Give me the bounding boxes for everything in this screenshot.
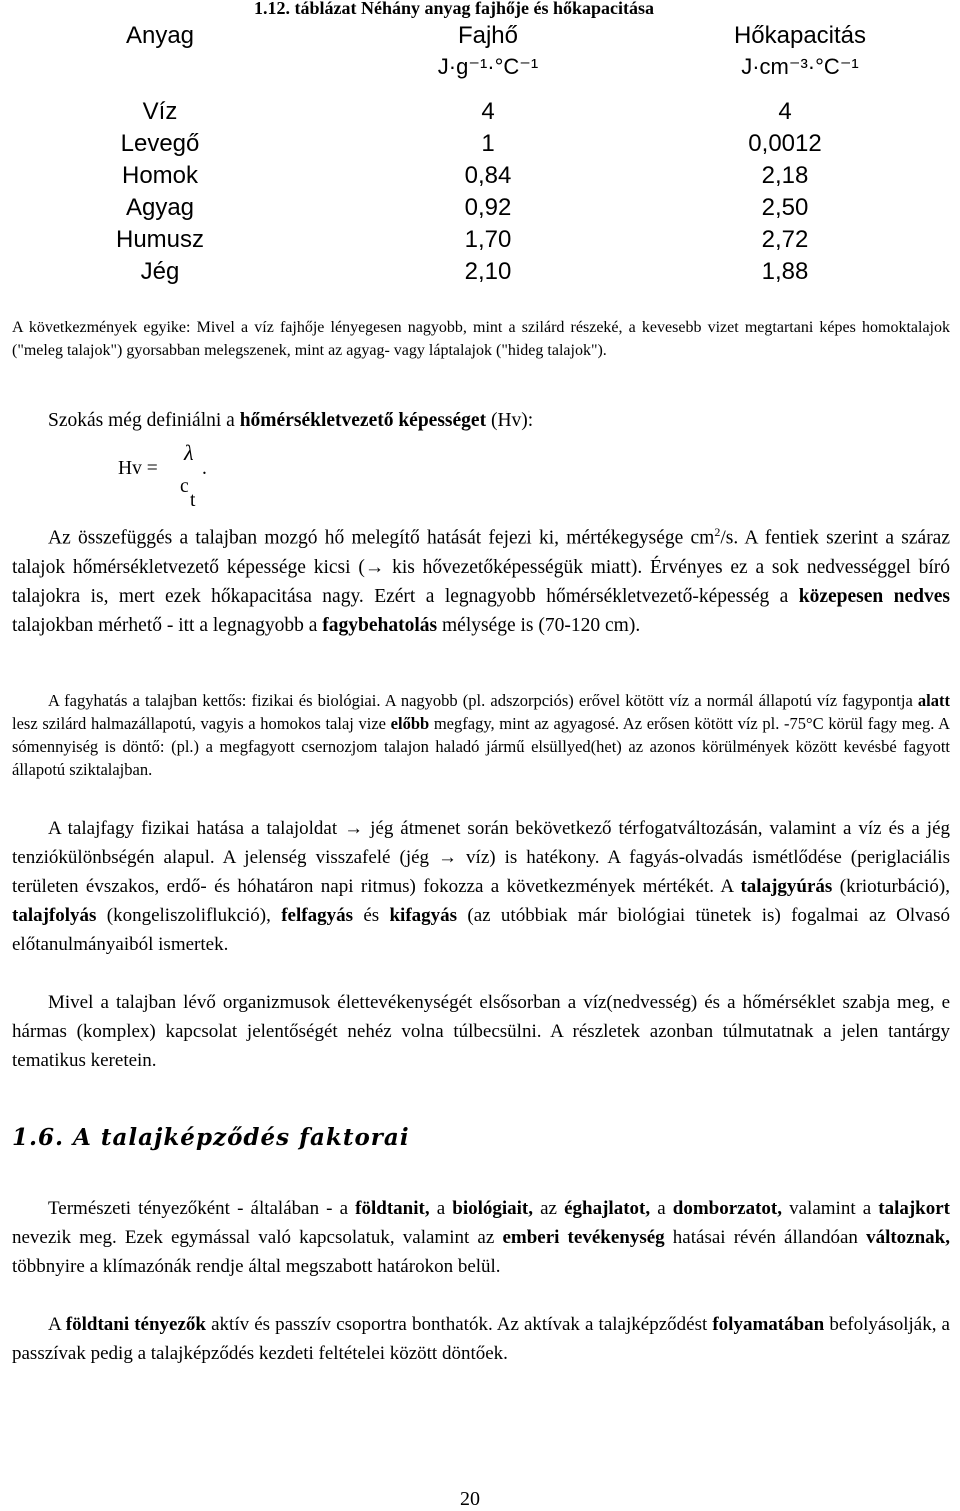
cell-specific-heat: 4 (481, 98, 495, 125)
p2-bold: közepesen nedves (798, 585, 950, 607)
table-row (0, 162, 960, 194)
hv-formula (118, 440, 228, 520)
p4-bold: talajfolyás (12, 905, 97, 926)
p6-bold: domborzatot, (672, 1198, 783, 1219)
paragraph-soil-frost (12, 814, 950, 959)
p3-bold: alatt (917, 691, 950, 710)
p2-text: /s. A fentiek szerint a száraz talajok hőmérsékletvezető képessége kicsi ( (12, 527, 950, 578)
p7-text: aktív és passzív csoportra bonthatók. Az aktívak a talajképződést (206, 1314, 713, 1335)
cell-heat-capacity: 2,50 (761, 194, 809, 221)
cell-material: Homok (121, 162, 199, 189)
p4-bold: felfagyás (281, 905, 353, 926)
cell-heat-capacity: 1,88 (761, 258, 809, 285)
hv-intro-suffix: (Hv): (486, 410, 534, 431)
p6-text: többnyire a klímazónák rendje által megszabott határokon belül. (12, 1256, 501, 1277)
p6-bold: földtanit, (355, 1198, 430, 1219)
formula-c: c (180, 476, 189, 497)
paragraph-natural-factors (12, 1194, 950, 1281)
paragraph-organisms: Mivel a talajban lévő organizmusok élettevékenységét elsősorban a víz(nedvesség) és a hőmérséklet szabja meg, e hármas (komplex) kapcsolat jelentőségét nehéz volna túlbecsülni. A részletek azonban túlmutatnak a jelen tantárgy tematikus keretein. (12, 992, 950, 1071)
cell-heat-capacity: 0,0012 (748, 130, 822, 157)
p6-bold: emberi tevékenység (502, 1227, 665, 1248)
arrow-icon: → (438, 847, 458, 868)
p6-bold: talajkort (878, 1198, 951, 1219)
cell-specific-heat: 0,92 (464, 194, 512, 221)
cell-heat-capacity: 2,18 (761, 162, 809, 189)
formula-t: t (190, 490, 196, 511)
formula-dot: . (202, 458, 207, 479)
table-row (0, 226, 960, 258)
p6-text: valamint a (782, 1198, 879, 1219)
arrow-icon: → (344, 818, 364, 839)
hv-intro-text: Szokás még definiálni a (48, 410, 240, 431)
cell-specific-heat: 1,70 (464, 226, 512, 253)
p3-bold: előbb (390, 714, 430, 733)
paragraph-frost-effect (12, 689, 950, 781)
p2-text: mélysége is (70-120 cm). (437, 614, 641, 636)
table-caption: 1.12. táblázat Néhány anyag fajhője és hőkapacitása (254, 0, 655, 18)
cell-specific-heat: 1 (481, 130, 495, 157)
arrow-icon: → (364, 556, 385, 578)
p2-sup: 2 (714, 525, 721, 539)
hv-intro-term: hőmérsékletvezető képességet (239, 410, 487, 431)
cell-material: Agyag (125, 194, 195, 221)
page-number: 20 (460, 1488, 480, 1510)
p4-bold: kifagyás (389, 905, 458, 926)
paragraph-consequences: A következmények egyike: Mivel a víz fajhője lényegesen nagyobb, mint a szilárd részeké, a kevesebb vizet megtartani képes homoktalajok ("meleg talajok") gyorsabban melegszenek, mint az agyag- vagy láptalajok ("hideg talajok"). (12, 319, 950, 359)
cell-specific-heat: 2,10 (464, 258, 512, 285)
p4-text: és (352, 905, 390, 926)
p2-bold: fagybehatolás (322, 614, 438, 636)
p4-text: (kongeliszoliflukció), (96, 905, 282, 926)
p2-text: talajokban mérhető - itt a legnagyobb a (12, 614, 323, 636)
table-row (0, 130, 960, 162)
p7-bold: folyamatában (712, 1314, 825, 1335)
p4-bold: talajgyúrás (740, 876, 833, 897)
p7-text: A (48, 1314, 66, 1335)
header-heat-capacity: Hőkapacitás (733, 22, 867, 49)
p3-text: lesz szilárd halmazállapotú, vagyis a homokos talaj vize (12, 714, 391, 733)
p6-text: nevezik meg. Ezek egymással való kapcsolatuk, valamint az (12, 1227, 503, 1248)
p4-text: jég átmenet során bekövetkező térfogatváltozásán, valamint a víz és a jég tenziókülönbségén alapul. A jelenség visszafelé (jég (12, 818, 951, 868)
hv-intro (48, 410, 533, 432)
cell-material: Humusz (115, 226, 205, 253)
p6-bold: biológiait, (452, 1198, 534, 1219)
cell-heat-capacity: 4 (778, 98, 792, 125)
section-heading: 1.6. A talajképződés faktorai (12, 1124, 410, 1151)
p4-text: (az utóbbiak már biológiai tünetek is) fogalmai az Olvasó előtanulmányaiból ismertek. (12, 905, 950, 955)
header-heat-capacity-unit: J·cm⁻³·°C⁻¹ (741, 54, 859, 79)
cell-heat-capacity: 2,72 (761, 226, 809, 253)
p4-text: A talajfagy fizikai hatása a talajoldat (48, 818, 345, 839)
cell-material: Jég (140, 258, 180, 285)
p2-text: kis hővezetőképességük miatt). Érvényes ez a sok nedvességgel bíró talajokra is, mert ezek hőkapacitása nagy. Ezért a legnagyobb hőmérsékletvezető-képesség a (12, 556, 950, 607)
cell-specific-heat: 0,84 (464, 162, 512, 189)
p4-text: víz) is hatékony. A fagyás-olvadás ismétlődése (periglaciális területen évszakos, erdő- és hóhatáron napi ritmus) fokozza a következmények mértékét. A (12, 847, 950, 897)
table-row (0, 194, 960, 226)
p6-text: Természeti tényezőként - általában - a (48, 1198, 356, 1219)
p6-text: az (533, 1198, 565, 1219)
p3-text: A fagyhatás a talajban kettős: fizikai és biológiai. A nagyobb (pl. adszorpciós) erővel kötött víz a normál állapotú víz fagypontja (48, 691, 918, 710)
formula-lhs: Hv = (118, 458, 158, 479)
header-specific-heat: Fajhő (457, 22, 519, 49)
cell-material: Levegő (120, 130, 200, 157)
p6-bold: éghajlatot, (564, 1198, 651, 1219)
p6-text: a (650, 1198, 673, 1219)
formula-lambda: λ (184, 440, 194, 465)
p2-text: Az összefüggés a talajban mozgó hő melegítő hatását fejezi ki, mértékegysége cm (48, 527, 715, 549)
table-row (0, 98, 960, 130)
header-material: Anyag (125, 22, 195, 49)
paragraph-geological-factors (12, 1310, 950, 1368)
p7-bold: földtani tényezők (65, 1314, 206, 1335)
header-specific-heat-unit: J·g⁻¹·°C⁻¹ (437, 54, 539, 79)
p7-text: befolyásolják, a passzívak pedig a talajképződés kezdeti feltételei között döntőek. (12, 1314, 950, 1364)
p6-bold: változnak, (866, 1227, 951, 1248)
table-row (0, 258, 960, 290)
p3-text: megfagy, mint az agyagosé. Az erősen kötött víz pl. -75°C körül fagy meg. A sómennyiség is döntő: (pl.) a megfagyott csernozjom talajon haladó jármű elsüllyed(het) az azonos körülmények között kevésbé fagyott állapotú sziktalajban. (12, 714, 950, 779)
p6-text: a (429, 1198, 453, 1219)
p4-text: (krioturbáció), (832, 876, 950, 897)
paragraph-thermal-diffusivity (12, 518, 950, 640)
p6-text: hatásai révén állandóan (664, 1227, 867, 1248)
cell-material: Víz (142, 98, 178, 125)
